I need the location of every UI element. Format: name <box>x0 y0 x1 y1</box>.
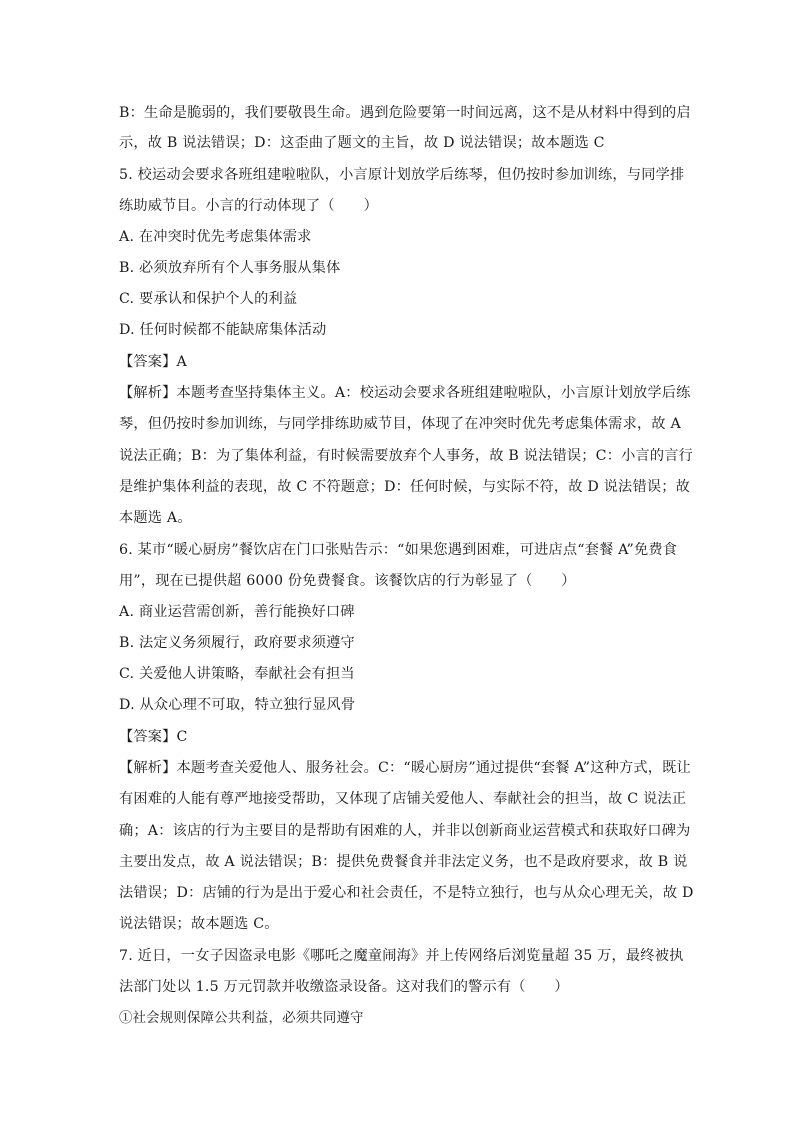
question-6-option-b: B. 法定义务须履行，政府要求须遵守 <box>119 635 355 651</box>
question-6-analysis: 法错误；D：店铺的行为是出于爱心和社会责任，不是特立独行，也与从众心理无关，故 D <box>119 885 694 901</box>
question-6-stem: 6. 某市“暖心厨房”餐饮店在门口张贴告示：“如果您遇到困难，可进店点“套餐 A”免费食 <box>119 542 678 558</box>
question-6-analysis: 说法错误；故本题选 C。 <box>119 916 279 932</box>
question-6-analysis: 【解析】本题考查关爱他人、服务社会。C：“暖心厨房”通过提供“套餐 A”这种方式，既让 <box>119 760 691 776</box>
question-5-analysis: 【解析】本题考查坚持集体主义。A：校运动会要求各班组建啦啦队，小言原计划放学后练 <box>119 385 691 401</box>
question-7-statement-1: ①社会规则保障公共利益，必须共同遵守 <box>119 1011 364 1026</box>
question-6-stem: 用”，现在已提供超 6000 份免费餐食。该餐饮店的行为彰显了（ ） <box>119 573 576 589</box>
question-6-option-a: A. 商业运营需创新，善行能换好口碑 <box>119 604 355 620</box>
text-line: 示，故 B 说法错误；D：这歪曲了题文的主旨，故 D 说法错误；故本题选 C <box>119 135 605 151</box>
text-line: B：生命是脆弱的，我们要敬畏生命。遇到危险要第一时间远离，这不是从材料中得到的启 <box>119 105 691 121</box>
question-5-analysis: 说法正确；B：为了集体利益，有时候需要放弃个人事务，故 B 说法错误；C：小言的言行 <box>119 448 694 464</box>
question-5-analysis: 是维护集体利益的表现，故 C 不符题意；D：任何时候，与实际不符，故 D 说法错误；故 <box>119 479 690 495</box>
question-5-stem: 练助威节目。小言的行动体现了（ ） <box>119 198 378 214</box>
question-7-stem: 法部门处以 1.5 万元罚款并收缴盗录设备。这对我们的警示有（ ） <box>119 979 569 995</box>
question-7-stem: 7. 近日，一女子因盗录电影《哪吒之魔童闹海》并上传网络后浏览量超 35 万，最终被执 <box>119 948 684 964</box>
question-5-option-c: C. 要承认和保护个人的利益 <box>119 291 298 307</box>
question-5-option-b: B. 必须放弃所有个人事务服从集体 <box>119 260 341 276</box>
question-5-analysis: 琴，但仍按时参加训练，与同学排练助威节目，体现了在冲突时优先考虑集体需求，故 A <box>119 416 681 432</box>
question-6-answer: 【答案】C <box>119 729 188 745</box>
question-5-option-a: A. 在冲突时优先考虑集体需求 <box>119 229 312 245</box>
question-5-stem: 5. 校运动会要求各班组建啦啦队，小言原计划放学后练琴，但仍按时参加训练，与同学排 <box>119 167 685 183</box>
question-6-analysis: 确；A：该店的行为主要目的是帮助有困难的人，并非以创新商业运营模式和获取好口碑为 <box>119 823 691 839</box>
question-6-option-c: C. 关爱他人讲策略，奉献社会有担当 <box>119 666 355 682</box>
question-6-option-d: D. 从众心理不可取，特立独行显风骨 <box>119 697 356 713</box>
question-5-option-d: D. 任何时候都不能缺席集体活动 <box>119 322 327 338</box>
question-5-answer: 【答案】A <box>119 354 187 370</box>
question-5-analysis: 本题选 A。 <box>119 510 192 526</box>
question-6-analysis: 有困难的人能有尊严地接受帮助，又体现了店铺关爱他人、奉献社会的担当，故 C 说法正 <box>119 791 687 807</box>
question-6-analysis: 主要出发点，故 A 说法错误；B：提供免费餐食并非法定义务，也不是政府要求，故 B 说 <box>119 854 688 870</box>
